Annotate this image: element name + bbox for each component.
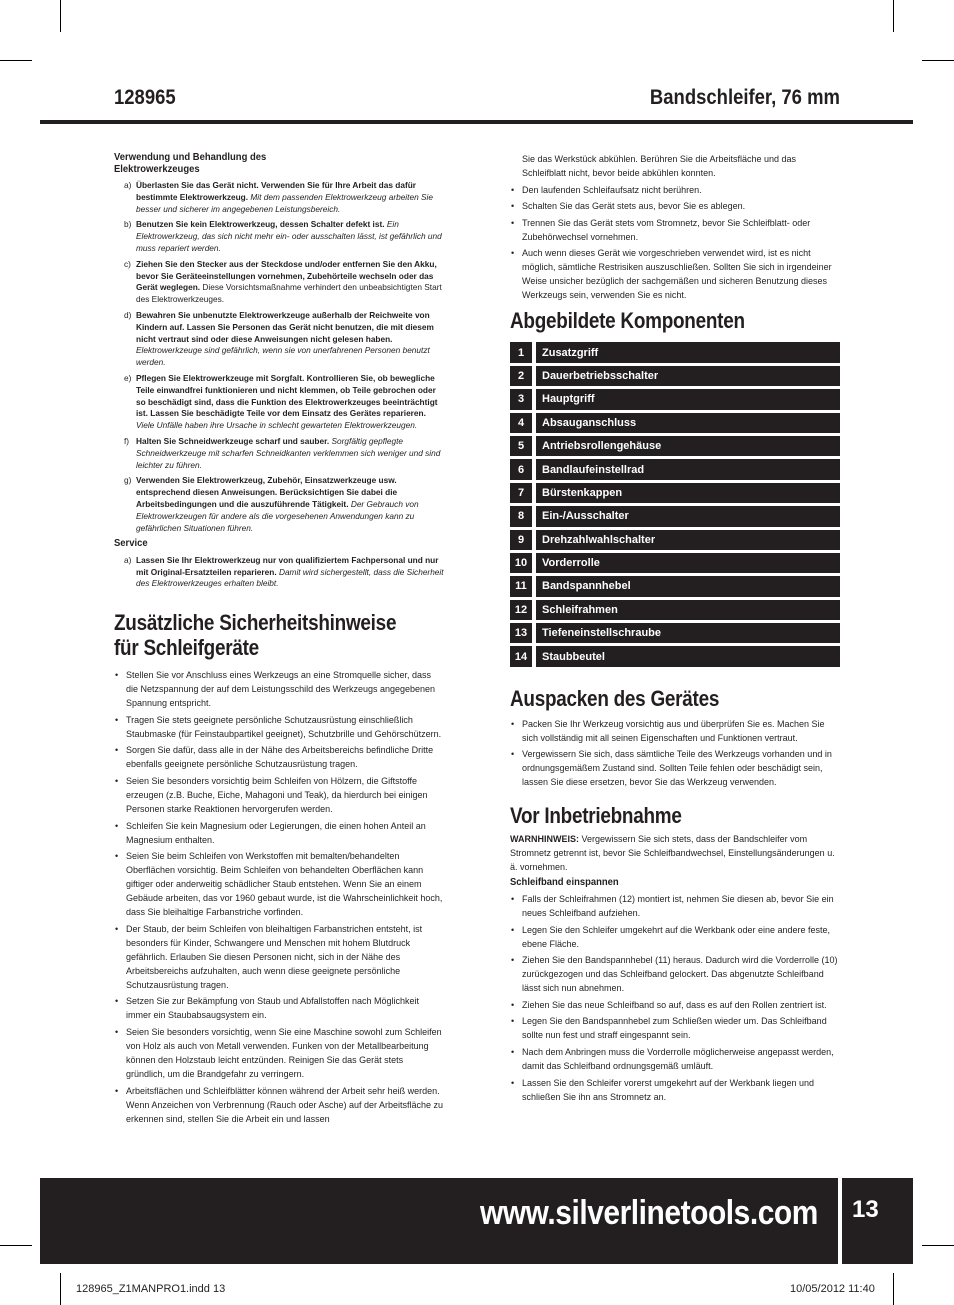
item-italic-text: Ein Elektrowerkzeug, das sich nicht mehr ein- oder ausschalten lässt, ist gefährlich und muss repariert werden. <box>136 219 442 253</box>
bullet-item: • Stellen Sie vor Anschluss eines Werkzeugs an eine Stromquelle sicher, dass die Netzspannung der auf dem Leistungsschild des Werkzeugs angegebenen Spannung entspricht. <box>114 668 444 710</box>
component-row <box>510 459 840 479</box>
component-name: Zusatzgriff <box>536 342 840 362</box>
item-marker: a) <box>124 180 132 190</box>
bullet-item: • Schalten Sie das Gerät stets aus, bevor Sie es ablegen. <box>510 199 840 213</box>
belt-heading: Schleifband einspannen <box>510 876 619 889</box>
component-row <box>510 600 840 620</box>
warning-paragraph <box>510 832 840 874</box>
component-name: Vorderrolle <box>536 553 840 573</box>
bullet-item: • Vergewissern Sie sich, dass sämtliche Teile des Werkzeugs vorhanden und in ordnungsgemäßem Zustand sind. Sollten Teile fehlen oder beschädigt sein, lassen Sie diese ersetzen, bevor Sie das Werkzeug verwenden. <box>510 747 840 789</box>
bullet-item: • Tragen Sie stets geeignete persönliche Schutzausrüstung einschließlich Staubmaske (für Feinstaubpartikel geeignet), Schutzbrille und Gehörschützern. <box>114 713 444 741</box>
list-item <box>114 259 444 306</box>
general-safety-list <box>510 183 840 303</box>
component-name: Bürstenkappen <box>536 483 840 503</box>
item-bold-text: Bewahren Sie unbenutzte Elektrowerkzeuge außerhalb der Reichweite von Kindern auf. Lassen Sie Personen das Gerät nicht benutzen, die mit diesem nicht vertraut sind oder diese Anweisungen nicht gelesen haben. <box>136 309 434 344</box>
usage-list <box>114 180 444 534</box>
component-number: 7 <box>510 483 532 503</box>
item-marker: a) <box>124 554 132 565</box>
crop-mark <box>0 60 32 61</box>
item-marker: b) <box>124 219 132 230</box>
product-code: 128965 <box>114 86 176 109</box>
component-number: 10 <box>510 553 532 573</box>
list-item <box>114 373 444 432</box>
component-row <box>510 646 840 666</box>
component-row <box>510 389 840 409</box>
component-name: Bandlaufeinstellrad <box>536 459 840 479</box>
crop-mark <box>893 1273 894 1305</box>
unpack-heading: Auspacken des Gerätes <box>510 685 720 711</box>
component-name: Bandspannhebel <box>536 576 840 596</box>
list-item <box>114 555 444 590</box>
bullet-item: • Legen Sie den Bandspannhebel zum Schließen wieder um. Das Schleifband sollte nun fest und straff eingespannt sein. <box>510 1014 840 1042</box>
crop-mark <box>893 0 894 32</box>
component-row <box>510 553 840 573</box>
bullet-item: • Ziehen Sie den Bandspannhebel (11) heraus. Dadurch wird die Vorderrolle (10) zurückgezogen und das Schleifband gelockert. Das abgenutzte Schleifband lässt sich nun abnehmen. <box>510 953 840 995</box>
component-number: 12 <box>510 600 532 620</box>
item-italic-text: Elektrowerkzeuge sind gefährlich, wenn sie von unerfahrenen Personen benutzt werden. <box>136 345 430 368</box>
bullet-item: • Falls der Schleifrahmen (12) montiert ist, nehmen Sie diesen ab, bevor Sie ein neues Schleifband aufziehen. <box>510 892 840 920</box>
item-bold-text: Halten Sie Schneidwerkzeuge scharf und sauber. <box>136 435 330 446</box>
bullet-item: • Der Staub, der beim Schleifen von bleihaltigen Farbanstrichen entsteht, ist besonders für Kinder, Schwangere und Menschen mit hohem Blutdruck gefährlich. Erlauben Sie diesen Personen nicht, sich in der Nähe des Arbeitsbereichs aufzuhalten, auch wenn diese geeignete persönliche Schutzausrüstung tragen. <box>114 922 444 992</box>
component-name: Antriebsrollengehäuse <box>536 436 840 456</box>
component-name: Tiefeneinstellschraube <box>536 623 840 643</box>
left-column <box>114 152 444 1128</box>
item-italic-text: Viele Unfälle haben ihre Ursache in schlecht gewarteten Elektrowerkzeugen. <box>136 420 418 431</box>
list-item <box>114 436 444 471</box>
item-marker: c) <box>124 258 131 269</box>
extra-safety-list <box>114 668 444 1125</box>
component-row <box>510 436 840 456</box>
service-list <box>114 555 444 590</box>
crop-mark <box>0 1245 32 1246</box>
component-row <box>510 530 840 550</box>
item-bold-text: Lassen Sie Ihr Elektrowerkzeug nur von qualifiziertem Fachpersonal und nur mit Original-Ersatzteilen reparieren. <box>136 554 439 577</box>
crop-mark <box>60 0 61 32</box>
bullet-item: • Legen Sie den Schleifer umgekehrt auf die Werkbank oder eine andere feste, ebene Fläche. <box>510 923 840 951</box>
bullet-item: • Sorgen Sie dafür, dass alle in der Nähe des Arbeitsbereichs befindliche Dritte ebenfalls geeignete persönliche Schutzausrüstung tragen. <box>114 743 444 771</box>
product-title: Bandschleifer, 76 mm <box>649 86 840 109</box>
component-number: 6 <box>510 459 532 479</box>
right-column <box>510 152 840 1106</box>
crop-mark <box>922 60 954 61</box>
component-row <box>510 506 840 526</box>
warning-label: WARNHINWEIS: <box>510 834 579 845</box>
extra-safety-heading-line1: Zusätzliche Sicherheitshinweise <box>114 610 397 636</box>
component-name: Dauerbetriebsschalter <box>536 366 840 386</box>
bullet-item: • Den laufenden Schleifaufsatz nicht berühren. <box>510 183 840 197</box>
service-heading: Service <box>114 537 148 550</box>
component-number: 5 <box>510 436 532 456</box>
bullet-item: • Ziehen Sie das neue Schleifband so auf, dass es auf den Rollen zentriert ist. <box>510 998 840 1012</box>
component-row <box>510 576 840 596</box>
bullet-item: • Seien Sie besonders vorsichtig, wenn Sie eine Maschine sowohl zum Schleifen von Holz als auch von Metall verwenden. Funken von der Metallbearbeitung können den Holzstaub leicht entzünden. Reinigen Sie das Gerät stets gründlich, um die Brandgefahr zu verringern. <box>114 1025 444 1081</box>
components-table <box>510 339 840 669</box>
bullet-item: • Lassen Sie den Schleifer vorerst umgekehrt auf der Werkbank liegen und schließen Sie ihn ans Stromnetz an. <box>510 1076 840 1104</box>
unpack-list <box>510 717 840 790</box>
setup-heading: Vor Inbetriebnahme <box>510 803 682 829</box>
slug-filename: 128965_Z1MANPRO1.indd 13 <box>76 1283 226 1295</box>
item-normal-text: Diese Vorsichtsmaßnahme verhindert den unbeabsichtigten Start des Elektrowerkzeuges. <box>136 282 442 305</box>
component-row <box>510 483 840 503</box>
slug-date: 10/05/2012 11:40 <box>790 1283 875 1295</box>
item-bold-text: Verwenden Sie Elektrowerkzeug, Zubehör, Einsatzwerkzeuge usw. entsprechend diesen Anweisungen. Berücksichtigen Sie dabei die Arbeitsbedingungen und die auszuführende Tätigkeit. <box>136 475 398 509</box>
component-name: Drehzahlwahlschalter <box>536 530 840 550</box>
website-url[interactable]: www.silverlinetools.com <box>480 1194 818 1232</box>
component-number: 11 <box>510 576 532 596</box>
item-marker: e) <box>124 372 132 383</box>
component-name: Schleifrahmen <box>536 600 840 620</box>
item-marker: d) <box>124 309 132 320</box>
extra-safety-heading <box>114 610 398 660</box>
bullet-item: • Arbeitsflächen und Schleifblätter können während der Arbeit sehr heiß werden. Wenn Anzeichen von Verbrennung (Rauch oder Asche) auf der Arbeitsfläche zu erkennen sind, stellen Sie die Arbeit ein und lassen <box>114 1084 444 1126</box>
footer-divider <box>838 1178 842 1264</box>
item-bold-text: Überlasten Sie das Gerät nicht. Verwenden Sie für Ihre Arbeit das dafür bestimmte Elektrowerkzeug. <box>136 180 417 202</box>
page-number: 13 <box>852 1196 879 1223</box>
item-marker: f) <box>124 435 130 446</box>
components-heading: Abgebildete Komponenten <box>510 308 745 334</box>
footer-bar <box>40 1178 913 1264</box>
component-row <box>510 366 840 386</box>
item-marker: g) <box>124 475 132 486</box>
component-number: 8 <box>510 506 532 526</box>
belt-list <box>510 892 840 1104</box>
usage-heading: Verwendung und Behandlung des Elektrowerkzeuges <box>114 151 267 175</box>
list-item <box>114 180 444 215</box>
item-italic-text: Damit wird sichergestellt, dass die Sicherheit des Elektrowerkzeuges erhalten bleibt. <box>136 566 444 589</box>
item-bold-text: Benutzen Sie kein Elektrowerkzeug, dessen Schalter defekt ist. <box>136 219 385 230</box>
component-row <box>510 342 840 362</box>
component-name: Absauganschluss <box>536 413 840 433</box>
component-name: Hauptgriff <box>536 389 840 409</box>
component-number: 14 <box>510 646 532 666</box>
bullet-item: • Auch wenn dieses Gerät wie vorgeschrieben verwendet wird, ist es nicht möglich, sämtliche Restrisiken auszuschließen. Sollten Sie sich in irgendeiner Weise unsicher bezüglich der sachgemäßen und sicheren Benutzung dieses Werkzeugs sein, verwenden Sie es nicht. <box>510 246 840 302</box>
component-name: Staubbeutel <box>536 646 840 666</box>
bullet-item: • Packen Sie Ihr Werkzeug vorsichtig aus und überprüfen Sie es. Machen Sie sich vollständig mit all seinen Eigenschaften und Funktionen vertraut. <box>510 717 840 745</box>
crop-mark <box>922 1245 954 1246</box>
item-italic-text: Sorgfältig gepflegte Schneidwerkzeuge mit scharfen Schneidkanten verklemmen sich weniger und sind leichter zu führen. <box>136 435 441 470</box>
bullet-item: • Trennen Sie das Gerät stets vom Stromnetz, bevor Sie Schleifblatt- oder Zubehörwechsel vornehmen. <box>510 216 840 244</box>
list-item <box>114 475 444 534</box>
bullet-item: • Seien Sie besonders vorsichtig beim Schleifen von Hölzern, die Giftstoffe erzeugen (z.B. Buche, Eiche, Mahagoni und Teak), da hierdurch bei einigen Personen starke Reaktionen hervorgerufen werden. <box>114 774 444 816</box>
extra-safety-heading-line2: für Schleifgeräte <box>114 635 259 661</box>
bullet-item: • Seien Sie beim Schleifen von Werkstoffen mit bemalten/behandelten Oberflächen vorsichtig. Beim Schleifen von behandelten Oberflächen kann giftiger oder anderweitig schädlicher Staub entstehen. Wenn Sie an einem Gebäude arbeiten, das vor 1960 gebaut wurde, ist die Wahrscheinlichkeit hoch, dass Sie bleihaltige Farbanstriche vorfinden. <box>114 849 444 919</box>
list-item <box>114 310 444 369</box>
component-number: 1 <box>510 342 532 362</box>
component-number: 4 <box>510 413 532 433</box>
header-rule <box>40 120 913 124</box>
warning-text: Vergewissern Sie sich stets, dass der Bandschleifer vom Stromnetz getrennt ist, bevor Sie Schleifbandwechsel, Einstellungsänderungen u. ä. vornehmen. <box>510 834 835 873</box>
crop-mark <box>60 1273 61 1305</box>
page-header <box>114 86 840 116</box>
component-row <box>510 623 840 643</box>
component-number: 9 <box>510 530 532 550</box>
component-name: Ein-/Ausschalter <box>536 506 840 526</box>
list-item <box>114 219 444 254</box>
item-italic-text: Mit dem passenden Elektrowerkzeug arbeiten Sie besser und sicherer im angegebenen Leistungsbereich. <box>136 191 433 214</box>
component-number: 13 <box>510 623 532 643</box>
bullet-item: • Nach dem Anbringen muss die Vorderrolle möglicherweise angepasst werden, damit das Schleifband ordnungsgemäß umläuft. <box>510 1045 840 1073</box>
bullet-item: • Setzen Sie zur Bekämpfung von Staub und Abfallstoffen nach Möglichkeit immer ein Staubabsaugsystem ein. <box>114 994 444 1022</box>
bullet-item: • Schleifen Sie kein Magnesium oder Legierungen, die einen hohen Anteil an Magnesium enthalten. <box>114 819 444 847</box>
component-number: 3 <box>510 389 532 409</box>
continuation-text: Sie das Werkstück abkühlen. Berühren Sie die Arbeitsfläche und das Schleifblatt nicht, bevor beide abkühlen konnten. <box>522 154 796 178</box>
item-italic-text: Der Gebrauch von Elektrowerkzeugen für andere als die vorgesehenen Anwendungen kann zu gefährlichen Situationen führen. <box>136 498 419 533</box>
component-row <box>510 413 840 433</box>
item-bold-text: Pflegen Sie Elektrowerkzeuge mit Sorgfalt. Kontrollieren Sie, ob bewegliche Teile einwandfrei funktionieren und nicht klemmen, ob Teile gebrochen oder so beschädigt sind, dass die Funktion des Elektrowerkzeuges beeinträchtigt ist. Lassen Sie beschädigte Teile vor dem Einsatz des Gerätes reparieren. <box>136 372 438 419</box>
item-bold-text: Ziehen Sie den Stecker aus der Steckdose und/oder entfernen Sie den Akku, bevor Sie Geräteeinstellungen vornehmen, Zubehörteile wechseln oder das Gerät weglegen. <box>136 258 437 293</box>
component-number: 2 <box>510 366 532 386</box>
